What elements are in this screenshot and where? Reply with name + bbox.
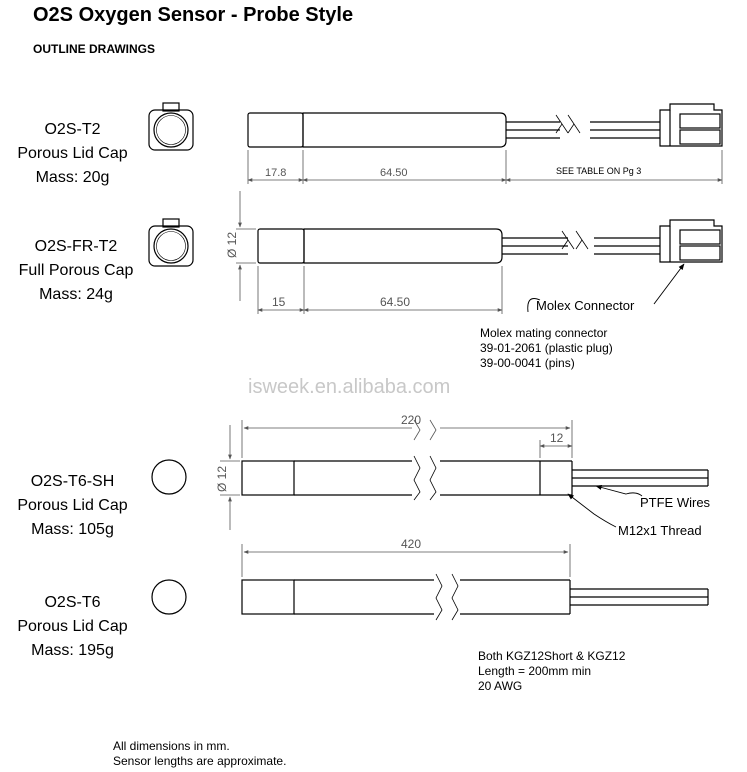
end-view-o2s-fr-t2 [149,219,193,266]
product-cap: Porous Lid Cap [17,618,128,635]
molex-connector-label: Molex Connector [536,298,635,313]
dim-t6sh-thread-length: 12 [550,431,564,445]
end-view-o2s-t6 [152,580,186,614]
cable-note-line: 20 AWG [478,679,523,693]
probe-o2s-t2 [248,104,722,147]
dim-t2-cap-length: 17.8 [265,167,287,179]
molex-note-line: 39-01-2061 (plastic plug) [480,341,613,355]
product-cap: Full Porous Cap [18,262,134,279]
product-model: O2S-T6-SH [30,473,115,490]
ptfe-wires-label: PTFE Wires [640,495,711,510]
t6sh-leaders [568,486,642,527]
dim-t6sh-diameter: Ø 12 [215,465,229,492]
product-model: O2S-T6 [44,594,101,611]
dimension-lines-o2s-t6-sh [220,420,572,530]
dim-t6-total-length: 420 [401,537,422,551]
see-table-note: SEE TABLE ON Pg 3 [556,166,642,176]
probe-o2s-t6 [242,574,708,620]
product-mass: Mass: 105g [31,521,114,538]
footer-line: All dimensions in mm. [113,739,230,753]
end-view-o2s-t6-sh [152,460,186,494]
cable-note [478,649,625,694]
product-cap: Porous Lid Cap [17,145,128,162]
probe-o2s-fr-t2 [258,220,722,263]
dim-t2-body-length: 64.50 [380,167,408,179]
dim-fr-diameter: Ø 12 [225,231,239,258]
product-cap: Porous Lid Cap [17,497,128,514]
footer-note [113,739,286,769]
thread-label: M12x1 Thread [618,523,702,538]
dim-fr-body-length: 64.50 [380,295,411,309]
product-mass: Mass: 195g [31,642,114,659]
product-mass: Mass: 24g [39,286,113,303]
molex-note [480,326,613,371]
page-title: O2S Oxygen Sensor - Probe Style [33,4,354,26]
dim-fr-cap-length: 15 [272,295,286,309]
dimension-lines-o2s-t2 [248,150,722,184]
cable-note-line: Length = 200mm min [478,664,592,678]
page-subtitle: OUTLINE DRAWINGS [33,42,155,56]
watermark: isweek.en.alibaba.com [248,376,451,398]
end-view-o2s-t2 [149,103,193,150]
molex-note-line: 39-00-0041 (pins) [480,356,575,370]
dim-t6sh-total-length: 220 [401,413,422,427]
footer-line: Sensor lengths are approximate. [113,754,287,768]
product-mass: Mass: 20g [35,169,110,186]
cable-note-line: Both KGZ12Short & KGZ12 [478,649,626,663]
product-model: O2S-FR-T2 [34,238,118,255]
molex-note-line: Molex mating connector [480,326,608,340]
product-model: O2S-T2 [44,121,101,138]
